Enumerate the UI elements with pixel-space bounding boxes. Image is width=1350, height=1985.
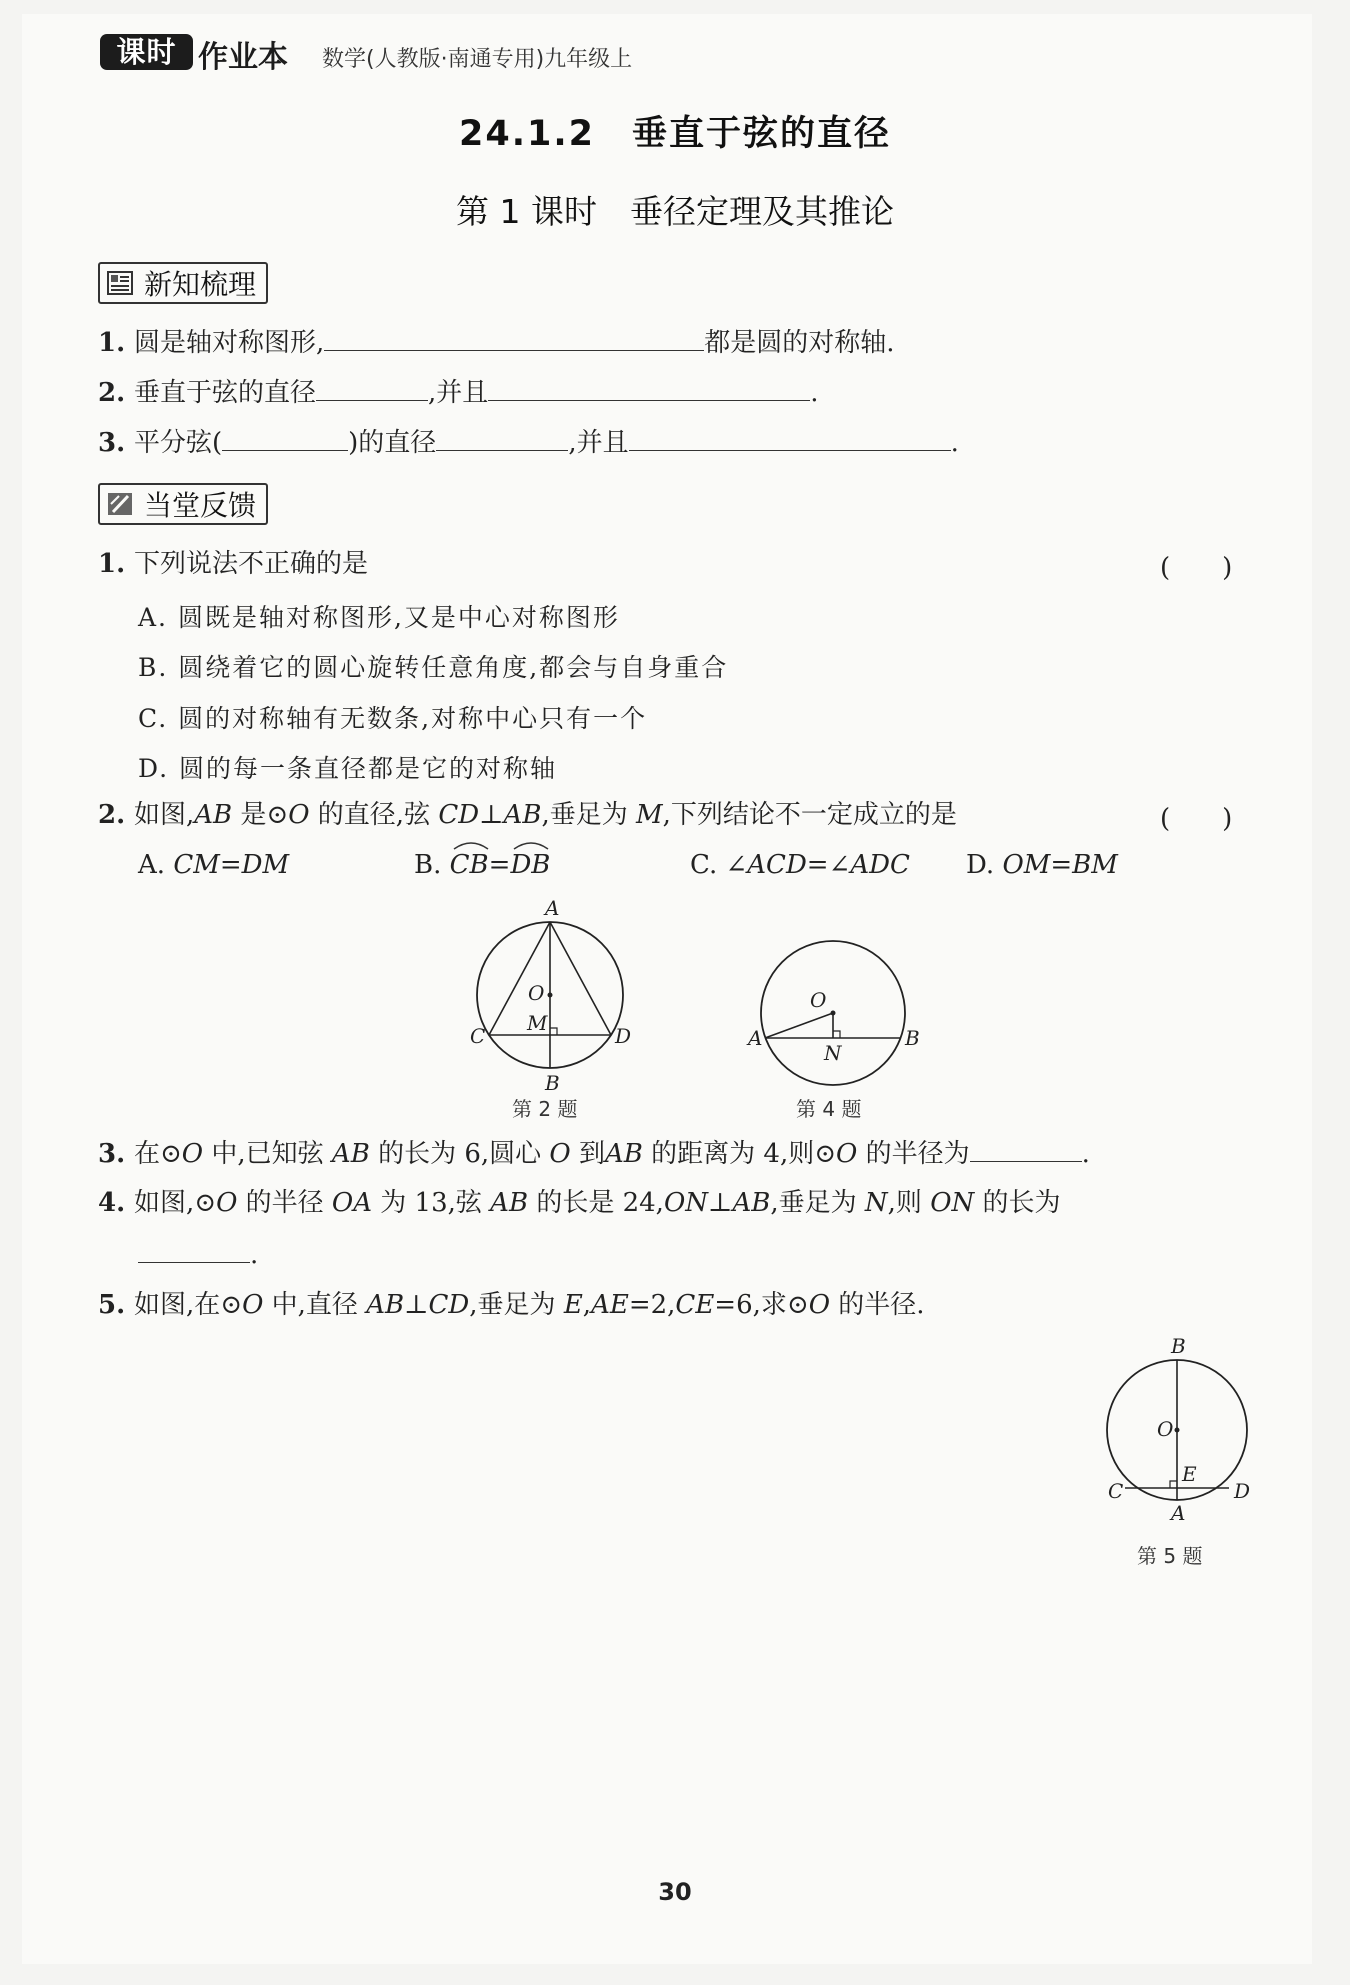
label-d: D xyxy=(615,1024,632,1048)
book-name: 作业本 xyxy=(198,40,288,75)
label-o: O xyxy=(1157,1417,1174,1441)
option-d: D. OM=BM xyxy=(966,850,1118,880)
page-number: 30 xyxy=(658,1878,692,1906)
label-d: D xyxy=(1234,1479,1251,1503)
answer-blank[interactable] xyxy=(222,426,348,451)
label-a: A xyxy=(748,1026,763,1050)
figure-q2 xyxy=(455,895,645,1095)
answer-blank[interactable] xyxy=(324,326,704,351)
figure-caption: 第 2 题 xyxy=(512,1097,578,1121)
pencil-icon xyxy=(106,490,134,518)
arc-mark-icon xyxy=(512,840,550,850)
knowledge-q3: 3. 平分弦( )的直径 ,并且 . xyxy=(98,428,959,458)
feedback-q5: 5. 如图,在⊙O 中,直径 AB⊥CD,垂足为 E,AE=2,CE=6,求⊙O 的半径. xyxy=(98,1290,925,1320)
figure-caption: 第 5 题 xyxy=(1137,1544,1203,1568)
label-b: B xyxy=(905,1026,920,1050)
section-new-knowledge xyxy=(98,262,268,304)
answer-blank[interactable] xyxy=(436,426,568,451)
label-n: N xyxy=(824,1041,842,1065)
label-c: C xyxy=(1108,1479,1124,1503)
feedback-q4-answer: . xyxy=(138,1238,258,1272)
option-d: D. 圆的每一条直径都是它的对称轴 xyxy=(138,754,558,783)
knowledge-q1: 1. 圆是轴对称图形, 都是圆的对称轴. xyxy=(98,328,895,358)
answer-paren[interactable]: ( ) xyxy=(1160,804,1233,834)
figure-caption: 第 4 题 xyxy=(796,1097,862,1121)
notebook-icon xyxy=(106,269,134,297)
section-title: 24.1.2 垂直于弦的直径 xyxy=(458,114,891,154)
figure-q4 xyxy=(740,940,930,1090)
option-a: A. CM=DM xyxy=(138,850,290,880)
answer-blank[interactable] xyxy=(970,1137,1082,1162)
label-m: M xyxy=(527,1011,548,1035)
label-a: A xyxy=(545,896,560,920)
answer-paren[interactable]: ( ) xyxy=(1160,553,1233,583)
page-sheet xyxy=(22,14,1312,1964)
feedback-q1: 1. 下列说法不正确的是 xyxy=(98,549,369,579)
figure-q5 xyxy=(1095,1335,1270,1540)
feedback-q2: 2. 如图,AB 是⊙O 的直径,弦 CD⊥AB,垂足为 M,下列结论不一定成立的是 xyxy=(98,800,957,830)
book-subtitle: 数学(人教版·南通专用)九年级上 xyxy=(322,47,633,72)
section-label: 当堂反馈 xyxy=(144,489,257,522)
answer-blank[interactable] xyxy=(316,376,428,401)
option-a: A. 圆既是轴对称图形,又是中心对称图形 xyxy=(138,603,620,632)
option-c: C. ∠ACD=∠ADC xyxy=(690,850,910,880)
answer-blank[interactable] xyxy=(488,376,810,401)
label-e: E xyxy=(1182,1462,1197,1486)
label-c: C xyxy=(470,1024,486,1048)
answer-blank[interactable] xyxy=(629,426,951,451)
answer-blank[interactable] xyxy=(138,1238,250,1263)
label-o: O xyxy=(810,988,827,1012)
feedback-q3: 3. 在⊙O 中,已知弦 AB 的长为 6,圆心 O 到AB 的距离为 4,则⊙O 的半径为 . xyxy=(98,1139,1090,1169)
feedback-q4: 4. 如图,⊙O 的半径 OA 为 13,弦 AB 的长是 24,ON⊥AB,垂足为 N,则 ON 的长为 xyxy=(98,1188,1061,1218)
option-b: B. CB =DB xyxy=(414,848,550,882)
book-logo: 课时 xyxy=(100,34,193,70)
lesson-title: 第 1 课时 垂径定理及其推论 xyxy=(456,192,894,231)
label-b: B xyxy=(545,1071,560,1095)
label-b: B xyxy=(1171,1335,1186,1358)
option-c: C. 圆的对称轴有无数条,对称中心只有一个 xyxy=(138,704,648,733)
section-feedback xyxy=(98,483,268,525)
option-b: B. 圆绕着它的圆心旋转任意角度,都会与自身重合 xyxy=(138,653,729,682)
knowledge-q2: 2. 垂直于弦的直径 ,并且 . xyxy=(98,378,819,408)
label-o: O xyxy=(528,981,545,1005)
arc-mark-icon xyxy=(452,840,490,850)
label-a: A xyxy=(1171,1501,1186,1525)
section-label: 新知梳理 xyxy=(144,268,257,301)
